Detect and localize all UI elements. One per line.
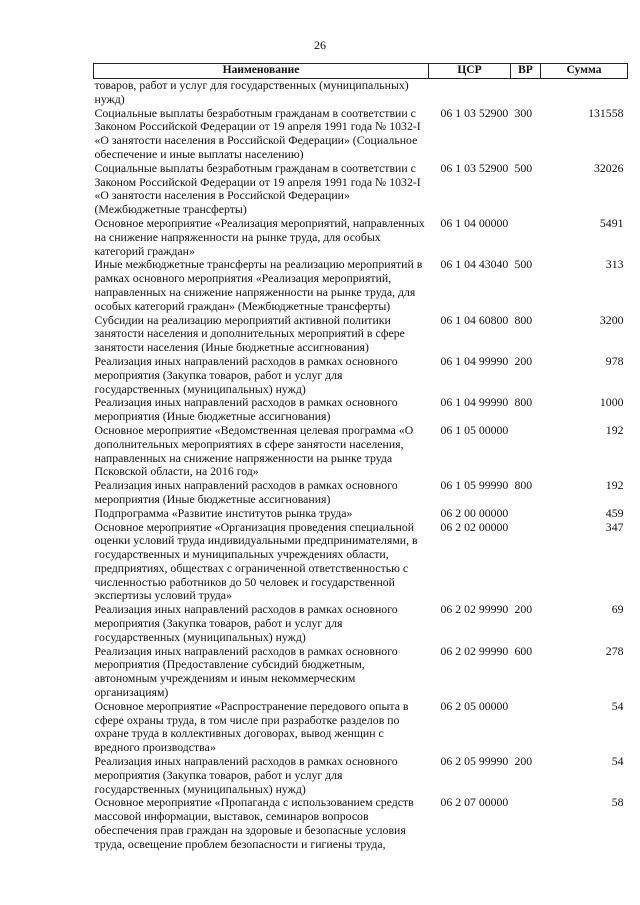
- cell-csr: 06 1 05 00000: [440, 422, 509, 437]
- table-row: [94, 521, 628, 604]
- cell-sum: 54: [611, 754, 624, 769]
- table-header: [94, 64, 628, 79]
- table-row: [94, 396, 628, 424]
- cell-sum: 347: [605, 519, 624, 534]
- header-name: Наименование: [94, 64, 429, 79]
- cell-sum: 32026: [594, 160, 624, 175]
- table-body: [94, 79, 628, 852]
- cell-vr: [511, 424, 541, 479]
- cell-vr: [511, 700, 541, 755]
- header-row: [94, 64, 628, 79]
- header-csr: ЦСР: [429, 64, 511, 79]
- table-row: [94, 258, 628, 313]
- cell-sum: 278: [605, 643, 624, 658]
- cell-name: Подпрограмма «Развитие институтов рынка труда»: [94, 505, 353, 520]
- cell-vr: 200: [514, 602, 533, 617]
- cell-name: Социальные выплаты безработным гражданам в соответствии с Законом Российской Федерации от 19 апреля 1991 года № 1032-I «О занятости населения в Российской Федерации» (Социальное обеспечение и иные выплаты населению): [94, 105, 421, 161]
- cell-vr: 500: [514, 257, 533, 272]
- cell-vr: [511, 521, 541, 604]
- cell-name: Иные межбюджетные трансферты на реализацию мероприятий в рамках основного мероприятия «Реализация мероприятий, направленных на снижение напряженности на рынке труда, для особых категорий граждан» (Межбюджетные трансферты): [94, 257, 423, 313]
- cell-csr: 06 1 04 43040: [440, 257, 509, 272]
- table-row: [94, 79, 628, 107]
- cell-name: Реализация иных направлений расходов в рамках основного мероприятия (Закупка товаров, работ и услуг для государственных (муниципальных) нужд): [94, 353, 398, 396]
- cell-sum: 192: [605, 422, 624, 437]
- cell-name: Субсидии на реализацию мероприятий активной политики занятости населения и дополнительных мероприятий в сфере занятости населения (Иные бюджетные ассигнования): [94, 312, 405, 355]
- cell-name: Основное мероприятие «Распространение передового опыта в сфере охраны труда, в том числе при разработке разделов по охране труда в коллективных договорах, вывод женщин с вредного производства»: [94, 698, 409, 755]
- cell-csr: 06 1 04 60800: [440, 312, 509, 327]
- cell-name: Основное мероприятие «Организация проведения специальной оценки условий труда индивидуальными предпринимателями, в государственных и муниципальных учреждениях области, предприятиях, обществах с ограниченной ответственностью с численностью работников до 50 человек и государственной экспертизы условий труда»: [94, 519, 418, 603]
- cell-vr: 500: [514, 160, 533, 175]
- cell-sum: 54: [611, 698, 624, 713]
- table-row: [94, 107, 628, 162]
- cell-csr: 06 1 03 52900: [440, 160, 509, 175]
- cell-csr: 06 1 04 99990: [440, 395, 509, 410]
- table-row: [94, 796, 628, 851]
- table-row: [94, 507, 628, 521]
- cell-csr: 06 1 04 00000: [440, 215, 509, 230]
- cell-csr: 06 1 03 52900: [440, 105, 509, 120]
- cell-csr: [429, 79, 511, 107]
- cell-sum: 192: [605, 478, 624, 493]
- table-row: [94, 645, 628, 700]
- cell-name: Реализация иных направлений расходов в рамках основного мероприятия (Предоставление субсидий бюджетным, автономным учреждениям и иным некоммерческим организациям): [94, 643, 398, 700]
- cell-sum: 1000: [599, 395, 624, 410]
- cell-csr: 06 2 02 00000: [440, 519, 509, 534]
- cell-vr: [511, 507, 541, 521]
- cell-csr: 06 2 00 00000: [440, 505, 509, 520]
- cell-name: Основное мероприятие «Ведомственная целевая программа «О дополнительных мероприятиях в сфере занятости населения, направленных на снижение напряженности на рынке труда Псковской области, на 2016 год»: [94, 422, 414, 479]
- page-number: 26: [314, 38, 326, 52]
- table-row: [94, 755, 628, 796]
- cell-name: Основное мероприятие «Пропаганда с использованием средств массовой информации, выставок, семинаров вопросов обеспечения прав граждан на здоровые и безопасные условия труда, освещение проблем безопасности и гигиены труда,: [94, 795, 414, 851]
- cell-vr: 200: [514, 754, 533, 769]
- table-row: [94, 424, 628, 479]
- cell-csr: 06 1 05 99990: [440, 478, 509, 493]
- cell-vr: [511, 796, 541, 851]
- cell-csr: 06 1 04 99990: [440, 353, 509, 368]
- table-row: [94, 479, 628, 507]
- budget-table: [93, 63, 628, 852]
- cell-vr: [511, 217, 541, 258]
- cell-name: Реализация иных направлений расходов в рамках основного мероприятия (Закупка товаров, работ и услуг для государственных (муниципальных) нужд): [94, 602, 398, 644]
- cell-sum: 459: [605, 505, 624, 520]
- table-row: [94, 700, 628, 755]
- table-row: [94, 355, 628, 396]
- header-vr: ВР: [511, 64, 541, 79]
- cell-sum: 5491: [599, 215, 624, 230]
- table-row: [94, 217, 628, 258]
- cell-vr: 800: [514, 395, 533, 410]
- cell-csr: 06 2 07 00000: [440, 795, 509, 810]
- table-row: [94, 603, 628, 644]
- cell-vr: 300: [514, 105, 533, 120]
- cell-sum: 313: [605, 257, 624, 272]
- cell-vr: 800: [514, 312, 533, 327]
- cell-vr: 600: [514, 643, 533, 658]
- cell-csr: 06 2 02 99990: [440, 643, 509, 658]
- cell-csr: 06 2 05 99990: [440, 754, 509, 769]
- table-row: [94, 314, 628, 355]
- cell-name: Реализация иных направлений расходов в рамках основного мероприятия (Закупка товаров, работ и услуг для государственных (муниципальных) нужд): [94, 754, 398, 796]
- cell-csr: 06 2 05 00000: [440, 698, 509, 713]
- cell-sum: 58: [611, 795, 624, 810]
- cell-name: Социальные выплаты безработным гражданам в соответствии с Законом Российской Федерации от 19 апреля 1991 года № 1032-I «О занятости населения в Российской Федерации» (Межбюджетные трансферты): [94, 160, 421, 217]
- header-sum: Сумма: [541, 64, 628, 79]
- cell-sum: [541, 79, 628, 107]
- cell-vr: 200: [514, 353, 533, 368]
- cell-vr: [511, 79, 541, 107]
- cell-name: товаров, работ и услуг для государственных (муниципальных) нужд): [94, 78, 409, 106]
- table-row: [94, 162, 628, 217]
- cell-vr: 800: [514, 478, 533, 493]
- cell-sum: 3200: [599, 312, 624, 327]
- cell-sum: 69: [611, 602, 624, 617]
- cell-sum: 131558: [588, 105, 624, 120]
- cell-name: Реализация иных направлений расходов в рамках основного мероприятия (Иные бюджетные ассигнования): [94, 478, 398, 506]
- cell-name: Реализация иных направлений расходов в рамках основного мероприятия (Иные бюджетные ассигнования): [94, 395, 398, 424]
- cell-sum: 978: [605, 353, 624, 368]
- cell-csr: 06 2 02 99990: [440, 602, 509, 617]
- cell-name: Основное мероприятие «Реализация мероприятий, направленных на снижение напряженности на рынке труда, для особых категорий граждан»: [94, 215, 425, 258]
